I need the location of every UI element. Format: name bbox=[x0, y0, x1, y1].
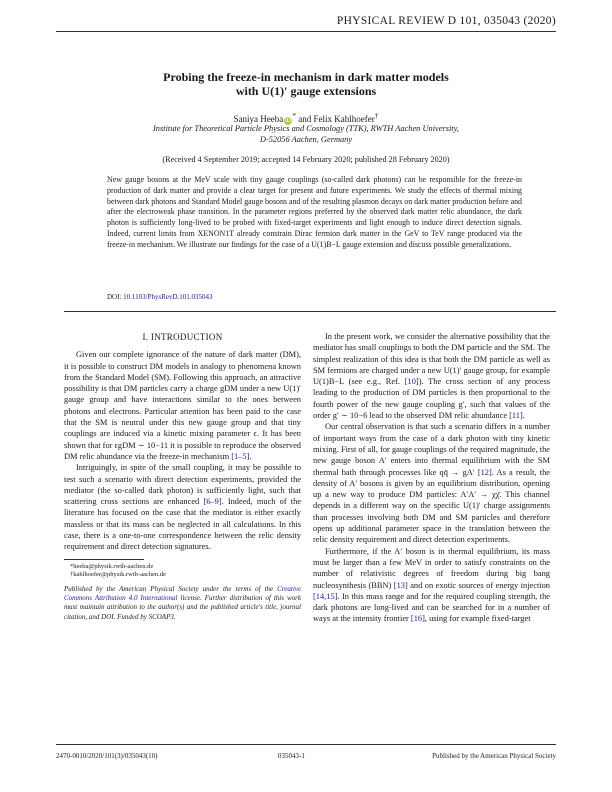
footer-publisher: Published by the American Physical Society bbox=[432, 752, 556, 760]
paragraph-text: . In this mass range and for the required coupling strength, the dark photons are long-lived and can be searched for in a number of ways at the intensity frontier bbox=[313, 591, 550, 624]
paragraph-text: . bbox=[249, 451, 252, 461]
paragraph-text: Furthermore, if the A′ boson is in thermal equilibrium, its mass must be larger than a few MeV in order to satisfy constraints on the number of relativistic degrees of freedom during big bang nucleosynthesis (BBN) bbox=[313, 546, 550, 590]
footer-issn: 2470-0010/2020/101(3)/035043(10) bbox=[56, 752, 158, 760]
citation-link[interactable]: [6–9] bbox=[203, 497, 222, 507]
header-rule bbox=[56, 31, 556, 32]
citation-link[interactable]: [11] bbox=[509, 411, 523, 421]
footnote-mark[interactable]: † bbox=[374, 111, 379, 120]
doi-line bbox=[107, 293, 213, 301]
abstract-rule bbox=[64, 311, 556, 312]
page-number: 035043-1 bbox=[278, 752, 305, 760]
author-name[interactable]: Felix Kahlhoefer bbox=[313, 114, 375, 124]
license-link[interactable]: Creative Commons Attribution 4.0 International bbox=[64, 584, 301, 603]
affiliation bbox=[110, 123, 502, 145]
paragraph-text: In the present work, we consider the alternative possibility that the mediator has small couplings to both the DM particle and the SM. The simplest realization of this idea is that both the DM particle as well as SM fermions are charged under a new U(1)′ gauge group, for example U(1)B−L (see e.g., Ref. bbox=[313, 332, 550, 387]
paragraph-text: ). The cross section of any process leading to the production of DM particles is then proportional to the fourth power of the new gauge coupling g′, such that values of the order g′ ∼ 10−6 lead to the observed DM relic abundance bbox=[313, 377, 550, 421]
license-text: license. Further distribution of this work must maintain attribution to the author(s) and the published article's title, journal citation, and DOI. Funded by SCOAP3. bbox=[64, 594, 301, 621]
citation-link[interactable]: [14,15] bbox=[313, 591, 338, 601]
title-line-1: Probing the freeze-in mechanism in dark matter models bbox=[163, 70, 449, 84]
footnote-email[interactable]: †kahlhoefer@physik.rwth-aachen.de bbox=[70, 570, 166, 578]
orcid-icon[interactable]: iD bbox=[285, 117, 292, 124]
paragraph-text: Given our complete ignorance of the nature of dark matter (DM), it is possible to construct DM models in analogy to phenomena known from the Standard Model (SM). Following this approach, an attractive possibility is that DM particles carry a charge gDM under a new U(1)′ gauge group and have interactions similar to the ones between photons and electrons. Particular attention has been paid to the case that the SM is neutral under this new gauge group and that tiny couplings are induced via a kinetic mixing parameter ϵ. It has been shown that for ϵgDM ∼ 10−11 it is possible to reproduce the observed DM relic abundance via the freeze-in mechanism bbox=[64, 350, 301, 461]
author-name[interactable]: Saniya Heeba bbox=[233, 114, 284, 124]
affiliation-line-1: Institute for Theoretical Particle Physics and Cosmology (TTK), RWTH Aachen University, bbox=[153, 124, 459, 133]
paragraph-text: , using for example fixed-target bbox=[424, 614, 531, 624]
doi-link[interactable]: 10.1103/PhysRevD.101.035043 bbox=[123, 293, 213, 301]
article-title bbox=[96, 70, 516, 98]
left-column bbox=[64, 328, 301, 622]
paragraph bbox=[64, 462, 301, 552]
title-line-2: with U(1)′ gauge extensions bbox=[235, 84, 377, 98]
paragraph-text: . As a result, the density of A′ bosons is given by an equilibrium distribution, opening up a new way to produce DM particles: A′A′ → χχ̄. This channel depends in a different way on the specific U(1)′ charge assignments than processes involving both DM and SM particles and therefore opens up additional parameter space in the translation between the relic density requirement and direct detection experiments. bbox=[313, 467, 550, 545]
paragraph-text: Our central observation is that such a scenario differs in a number of important ways from the case of a dark photon with tiny kinetic mixing. First of all, for gauge couplings of the required magnitude, the new gauge boson A′ enters into thermal equilibrium with the SM thermal bath through processes like qq̄ → gA′ bbox=[313, 422, 550, 477]
citation-link[interactable]: [10] bbox=[404, 377, 419, 387]
footnote-rule bbox=[64, 559, 144, 560]
running-head: PHYSICAL REVIEW D 101, 035043 (2020) bbox=[336, 15, 556, 27]
right-column bbox=[313, 331, 550, 625]
author-connector: and bbox=[296, 114, 314, 124]
paragraph bbox=[313, 331, 550, 421]
section-heading: I. INTRODUCTION bbox=[142, 332, 223, 342]
abstract: New gauge bosons at the MeV scale with tiny gauge couplings (so-called dark photons) can be responsible for the freeze-in production of dark matter and provide a clear target for present and future experiments. We study the effects of thermal mixing between dark photons and Standard Model gauge bosons and of the resulting plasmon decays on dark matter production before and after the electroweak phase transition. In the parameter regions preferred by the observed dark matter relic abundance, the dark photon is sufficiently long-lived to be probed with fixed-target experiments and light enough to induce direct detection signals. Indeed, current limits from XENON1T already constrain Dirac fermion dark matter in the GeV to TeV range produced via the freeze-in mechanism. We illustrate our findings for the case of a U(1)B−L gauge extension and discuss possible generalizations. bbox=[107, 175, 522, 249]
paragraph-text: and on exotic sources of energy injection bbox=[407, 580, 550, 590]
paragraph bbox=[313, 421, 550, 545]
paragraph-text: Intriguingly, in spite of the small coupling, it may be possible to test such a scenario with direct detection experiments, provided the mediator (the so-called dark photon) is sufficiently light, such that scattering cross sections are enhanced bbox=[64, 463, 301, 507]
paragraph bbox=[64, 349, 301, 462]
paragraph bbox=[313, 546, 550, 625]
footnote-email[interactable]: *heeba@physik.rwth-aachen.de bbox=[70, 562, 154, 570]
footer-rule bbox=[56, 744, 556, 745]
citation-link[interactable]: [12] bbox=[477, 467, 492, 477]
citation-link[interactable]: [1–5] bbox=[231, 451, 250, 461]
doi-label: DOI: bbox=[107, 293, 124, 301]
paragraph-text: . bbox=[522, 411, 525, 421]
citation-link[interactable]: [13] bbox=[393, 580, 408, 590]
received-dates: (Received 4 September 2019; accepted 14 February 2020; published 28 February 2020) bbox=[162, 155, 450, 164]
footnote-mark[interactable]: * bbox=[292, 111, 296, 120]
paragraph-text: . Indeed, much of the literature has focused on the case that the mediator is either exactly massless or that its mass can be neglected in all calculations. In this case, there is a one-to-one correspondence between the relic density requirement and direct detection signatures. bbox=[64, 497, 302, 552]
affiliation-line-2: D-52056 Aachen, Germany bbox=[259, 135, 353, 144]
license-note bbox=[64, 585, 301, 623]
license-text: Published by the American Physical Society under the terms of the bbox=[64, 584, 278, 593]
citation-link[interactable]: [16] bbox=[410, 614, 425, 624]
